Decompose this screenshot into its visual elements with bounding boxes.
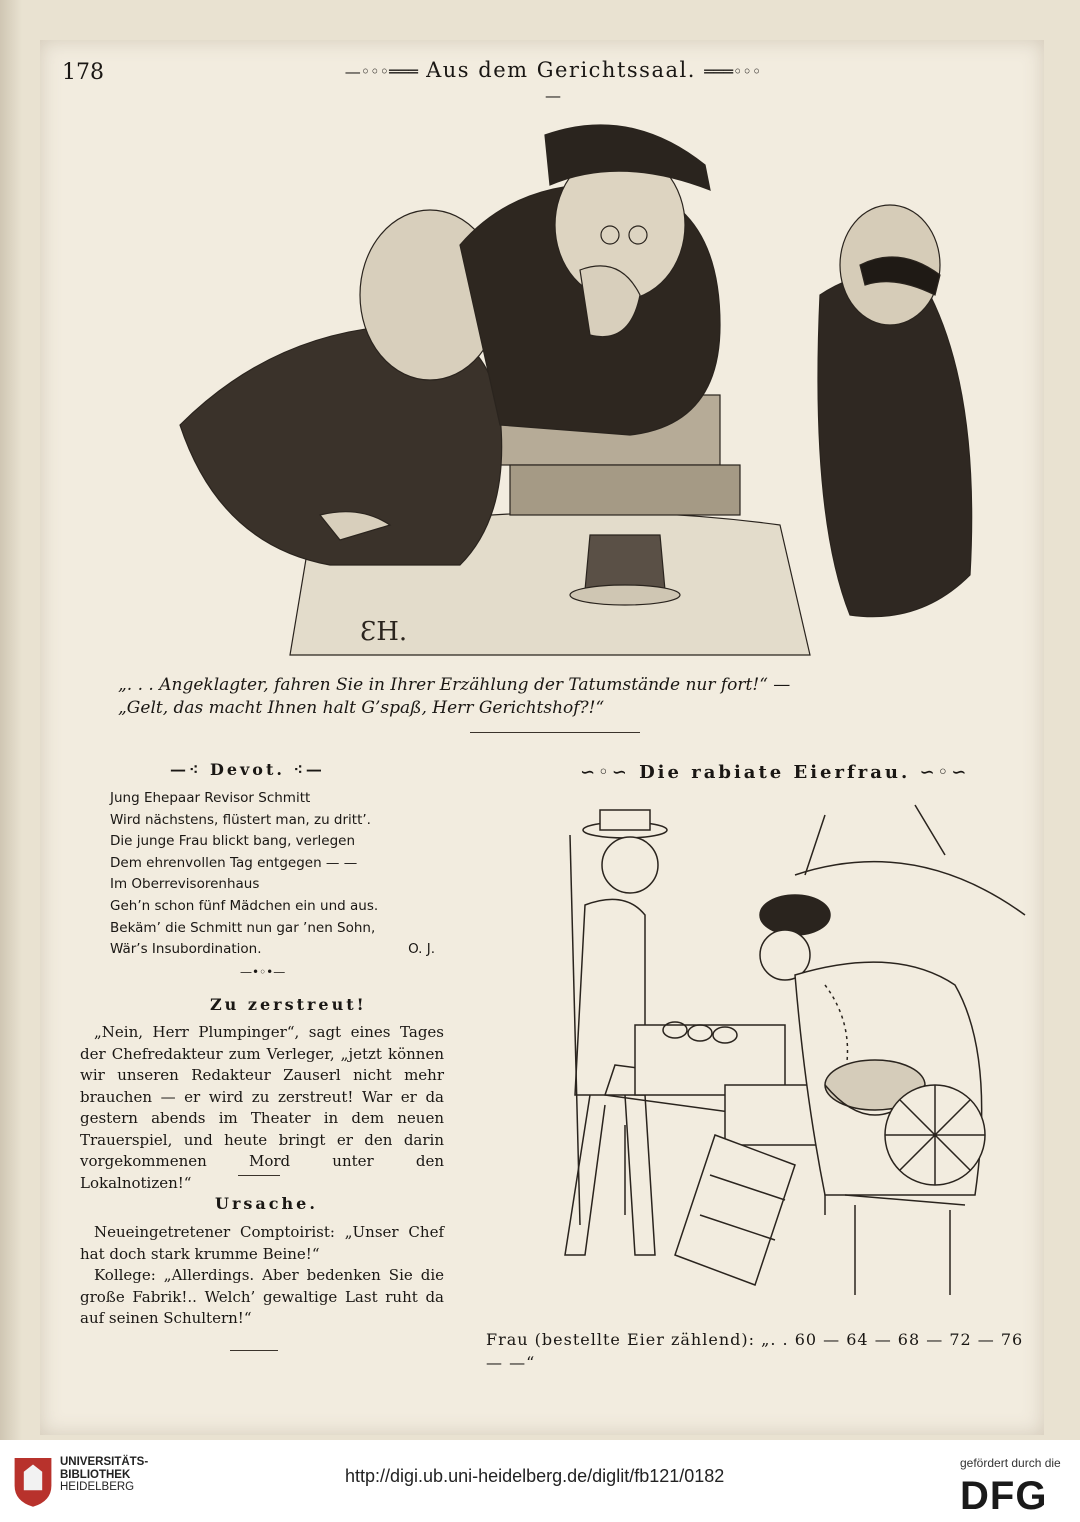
ornament-right-icon: ═══◦◦◦— [545,62,762,105]
story2-title: Ursache. [215,1194,318,1213]
poem-title: Devot. [209,760,285,779]
funding-note: gefördert durch die [960,1456,1061,1470]
poem-line: Im Oberrevisorenhaus [110,876,260,893]
divider-rule [230,1350,278,1351]
ornament-icon: ⁖— [284,760,325,779]
cartoon2-title-block [580,762,969,783]
library-line2: BIBLIOTHEK [60,1468,131,1481]
poem-body [110,788,455,961]
poem-line: Geh’n schon fünf Mädchen ein und aus. [110,897,379,914]
page-number: 178 [62,60,104,85]
egg-woman-illustration [495,795,1035,1325]
poem-line: Dem ehrenvollen Tag entgegen — — [110,854,358,871]
story2-text [80,1222,444,1330]
ornament-icon: ∽◦∽ [910,762,970,783]
ornament-icon: ∽◦∽ [580,762,640,783]
dfg-logo: DFG [960,1474,1048,1518]
running-head-text: Aus dem Gerichtssaal. [426,58,696,82]
cartoon2-title: Die rabiate Eierfrau. [639,762,911,783]
divider-rule [470,732,640,733]
story1-paragraph: „Nein, Herr Plumpinger“, sagt eines Tages der Chefredakteur zum Verleger, „jetzt können wir unseren Redakteur Zauserl nicht mehr brauchen — er wird zu zerstreut! War er da gestern abends im Theater in dem neuen Trauerspiel, und heute bringt er den darin vorgekommenen Mord unter den Lokalnotizen!“ [80,1023,444,1192]
story2-paragraph2: Kollege: „Allerdings. Aber bedenken Sie die große Fabrik!.. Welch’ gewaltige Last ruht da auf seinen Schultern!“ [80,1266,444,1327]
divider-rule [238,1175,280,1176]
library-line3: HEIDELBERG [60,1481,135,1493]
artist-signature: ƐH. [360,617,408,647]
poem-title-block [170,760,325,779]
cartoon2-caption: Frau (bestellte Eier zählend): „. . 60 — 64 — 68 — 72 — 76 — —“ [486,1330,1024,1372]
poem-line: Bekäm’ die Schmitt nun gar ’nen Sohn, [110,919,376,936]
library-name [60,1456,148,1494]
ornament-icon: —⁖ [170,760,210,779]
poem-line [110,939,455,961]
courtroom-caption-line2: „Gelt, das macht Ihnen halt G’spaß, Herr Gerichtshof?!“ [118,698,605,718]
section-ornament-icon: —•◦•— [240,965,286,979]
poem-line: Jung Ehepaar Revisor Schmitt [110,790,311,806]
university-seal-icon [10,1453,56,1509]
poem-line: Wird nächstens, flüstert man, zu dritt’. [110,811,371,828]
story2-paragraph1: Neueingetretener Comptoirist: „Unser Chef hat doch stark krumme Beine!“ [80,1223,444,1263]
story1-text [80,1022,444,1194]
poem-author: O. J. [408,941,435,958]
story1-title: Zu zerstreut! [210,995,367,1014]
source-url[interactable]: http://digi.ub.uni-heidelberg.de/diglit/fb121/0182 [345,1466,725,1486]
book-binding-edge [0,0,22,1440]
courtroom-caption-line1: „. . . Angeklagter, fahren Sie in Ihrer Erzählung der Tatumstände nur fort!“ — [118,675,791,695]
courtroom-illustration [160,95,1030,665]
ornament-left-icon: —◦◦◦═══ [344,62,418,81]
poem-line-last: Wär’s Insubordination. [110,941,262,958]
library-line1: UNIVERSITÄTS- [60,1456,149,1468]
poem-line: Die junge Frau blickt bang, verlegen [110,833,356,850]
